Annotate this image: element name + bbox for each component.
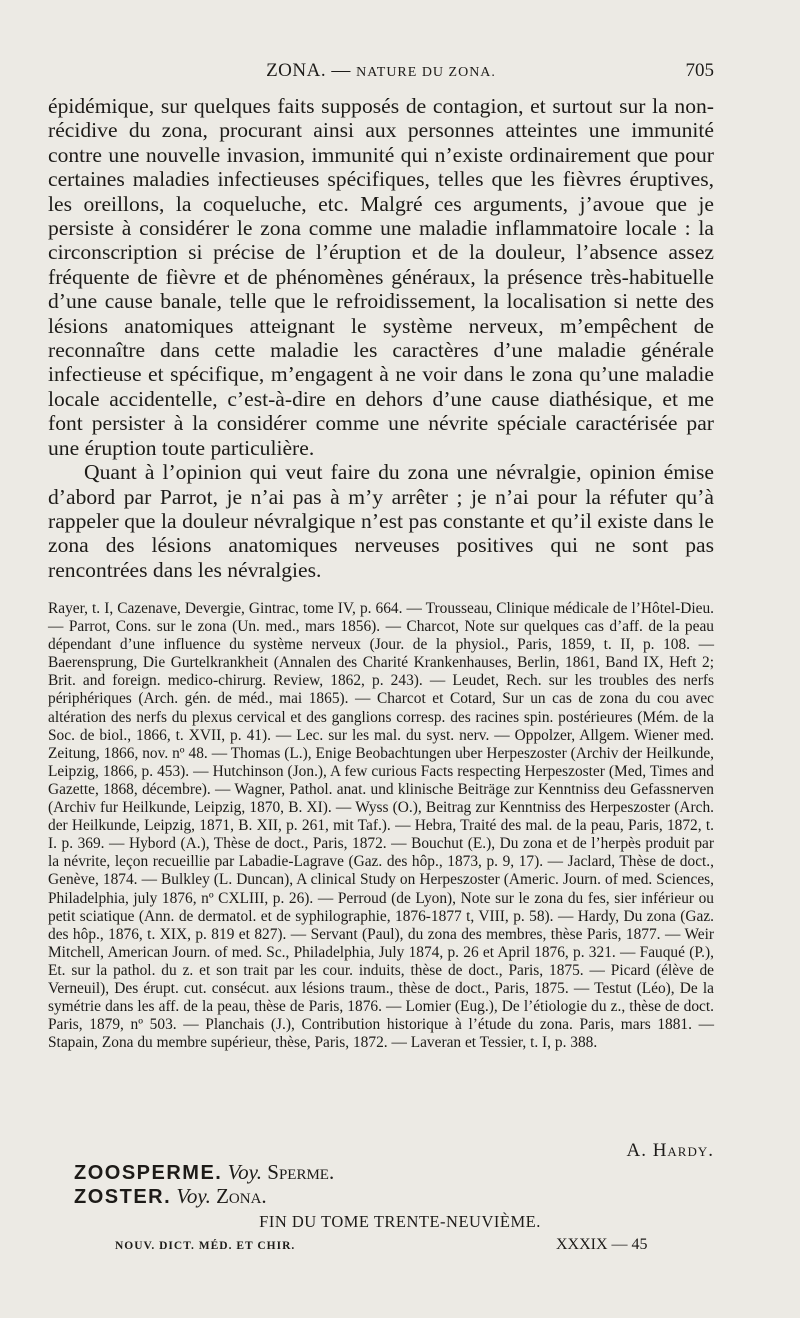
paragraph-2: Quant à l’opinion qui veut faire du zona une névralgie, opinion émise d’abord par Parrot, je n’ai pas à m’y arrêter ; je n’ai pour la réfuter qu’à rappeler que la douleur névralgique n’est pas constante et qu’il existe dans le zona des lésions anatomiques nerveuses positives qui ne sont pas rencontrées dans les névralgies. [48,460,714,582]
signature-text: A. Hardy. [626,1140,714,1161]
closing-line: FIN DU TOME TRENTE-NEUVIÈME. [259,1212,541,1231]
entry-target: Zona. [216,1184,267,1208]
entry-target: Sperme. [267,1160,335,1184]
entry-see: Voy. [176,1184,211,1208]
bibliography-text: Rayer, t. I, Cazenave, Devergie, Gintrac, tome IV, p. 664. — Trousseau, Clinique médicale de l’Hôtel-Dieu. — Parrot, Cons. sur le zona (Un. med., mars 1856). — Charcot, Note sur quelques cas d’aff. de la peau dépendant d’une influence du système nerveux (Jour. de la physiol., Paris, 1859, t. II, p. 108. — Baerensprung, Die Gurtelkrankheit (Annalen des Charité Krankenhauses, Berlin, 1861, Band IX, Heft 2; Brit. and foreign. medico-chirurg. Review, 1862, p. 243). — Leudet, Rech. sur les troubles des nerfs périphériques (Arch. gén. de méd., mai 1865). — Charcot et Cotard, Sur un cas de zona du cou avec altération des nerfs du plexus cervical et des ganglions corresp. des racines spin. postérieures (Mém. de la Soc. de biol., 1866, t. XVII, p. 41). — Lec. sur les mal. du syst. nerv. — Oppolzer, Allgem. Wiener med. Zeitung, 1866, nov. nº 48. — Thomas (L.), Enige Beobachtungen uber Herpeszoster (Archiv der Heilkunde, Leipzig, 1866, p. 453). — Hutchinson (Jon.), A few curious Facts respecting Herpeszoster (Med, Times and Gazette, 1868, décembre). — Wagner, Pathol. anat. und klinische Beiträge zur Kenntniss deu Gefassnerven (Archiv fur Heilkunde, Leipzig, 1870, B. XI). — Wyss (O.), Beitrag zur Kenntniss des Herpeszoster (Arch. der Heilkunde, Leipzig, 1871, B. XII, p. 261, mit Taf.). — Hebra, Traité des mal. de la peau, Paris, 1872, t. I. p. 369. — Hybord (A.), Thèse de doct., Paris, 1872. — Bouchut (E.), Du zona et de l’herpès produit par la névrite, leçon recueillie par Labadie-Lagrave (Gaz. des hôp., 1873, p. 9, 17). — Jaclard, Thèse de doct., Genève, 1874. — Bulkley (L. Duncan), A clinical Study on Herpeszoster (Americ. Journ. of med. Sciences, Philadelphia, july 1876, nº CXLIII, p. 26). — Perroud (de Lyon), Note sur le zona du fes, sier inférieur ou petit sciatique (Ann. de dermatol. et de syphilographie, 1876-1877 t, VIII, p. 58). — Hardy, Du zona (Gaz. des hôp., 1876, t. XIX, p. 819 et 827). — Servant (Paul), du zona des membres, thèse Paris, 1877. — Weir Mitchell, American Journ. of med. Sc., Philadelphia, July 1874, p. 26 et April 1876, p. 321. — Fauqué (P.), Et. sur la pathol. du z. et son trait par les cour. induits, thèse de doct., Paris, 1875. — Picard (élève de Verneuil), Des érupt. cut. consécut. aux lésions traum., thèse de doct., Paris, 1875. — Testut (Léo), De la symétrie dans les aff. de la peau, thèse de Paris, 1876. — Lomier (Eug.), De l’étiologie du z., thèse de doct. Paris, 1879, nº 503. — Planchais (J.), Contribution historique à l’étude du zona. Paris, mars 1881. — Stapain, Zona du membre supérieur, thèse, Paris, 1872. — Laveran et Tessier, t. I, p. 388. [48,600,714,1052]
footer-signature-mark: XXXIX — 45 [556,1236,648,1253]
entry-headword: ZOSTER. [74,1186,172,1208]
entry-headword: ZOOSPERME. [74,1162,223,1184]
bibliography [48,600,714,1052]
page-number: 705 [685,60,714,81]
entry-see: Voy. [227,1160,263,1184]
footer-publication: NOUV. DICT. MÉD. ET CHIR. [115,1240,296,1252]
running-title [48,60,714,82]
running-header [48,60,714,90]
paragraph-1: épidémique, sur quelques faits supposés de contagion, et surtout sur la non-récidive du zona, procurant ainsi aux personnes atteintes une immunité contre une nouvelle invasion, immunité qui n’existe ordinairement que pour certaines maladies infectieuses spécifiques, telles que les fièvres éruptives, les oreillons, la coqueluche, etc. Malgré ces arguments, j’avoue que je persiste à considérer le zona comme une maladie inflammatoire locale : la circonscription si précise de l’éruption et de la douleur, l’absence assez fréquente de fièvre et de phénomènes généraux, la présence très-habituelle d’une cause banale, telle que le refroidissement, la localisation si nette des lésions anatomiques atteignant le système nerveux, m’empêchent de reconnaître dans cette maladie les caractères d’une maladie générale infectieuse et spécifique, m’engagent à ne voir dans le zona qu’une maladie locale accidentelle, c’est-à-dire en dehors d’une cause diathésique, et me font persister à la considérer comme une névrite spéciale caractérisée par une éruption toute particulière. [48,94,714,460]
entry-zoster [74,1184,267,1209]
author-signature [626,1140,714,1162]
running-title-sub: NATURE DU ZONA. [356,65,496,80]
running-title-main: ZONA. — [266,60,351,81]
entry-zoosperme [74,1160,334,1185]
body-text [48,94,714,582]
